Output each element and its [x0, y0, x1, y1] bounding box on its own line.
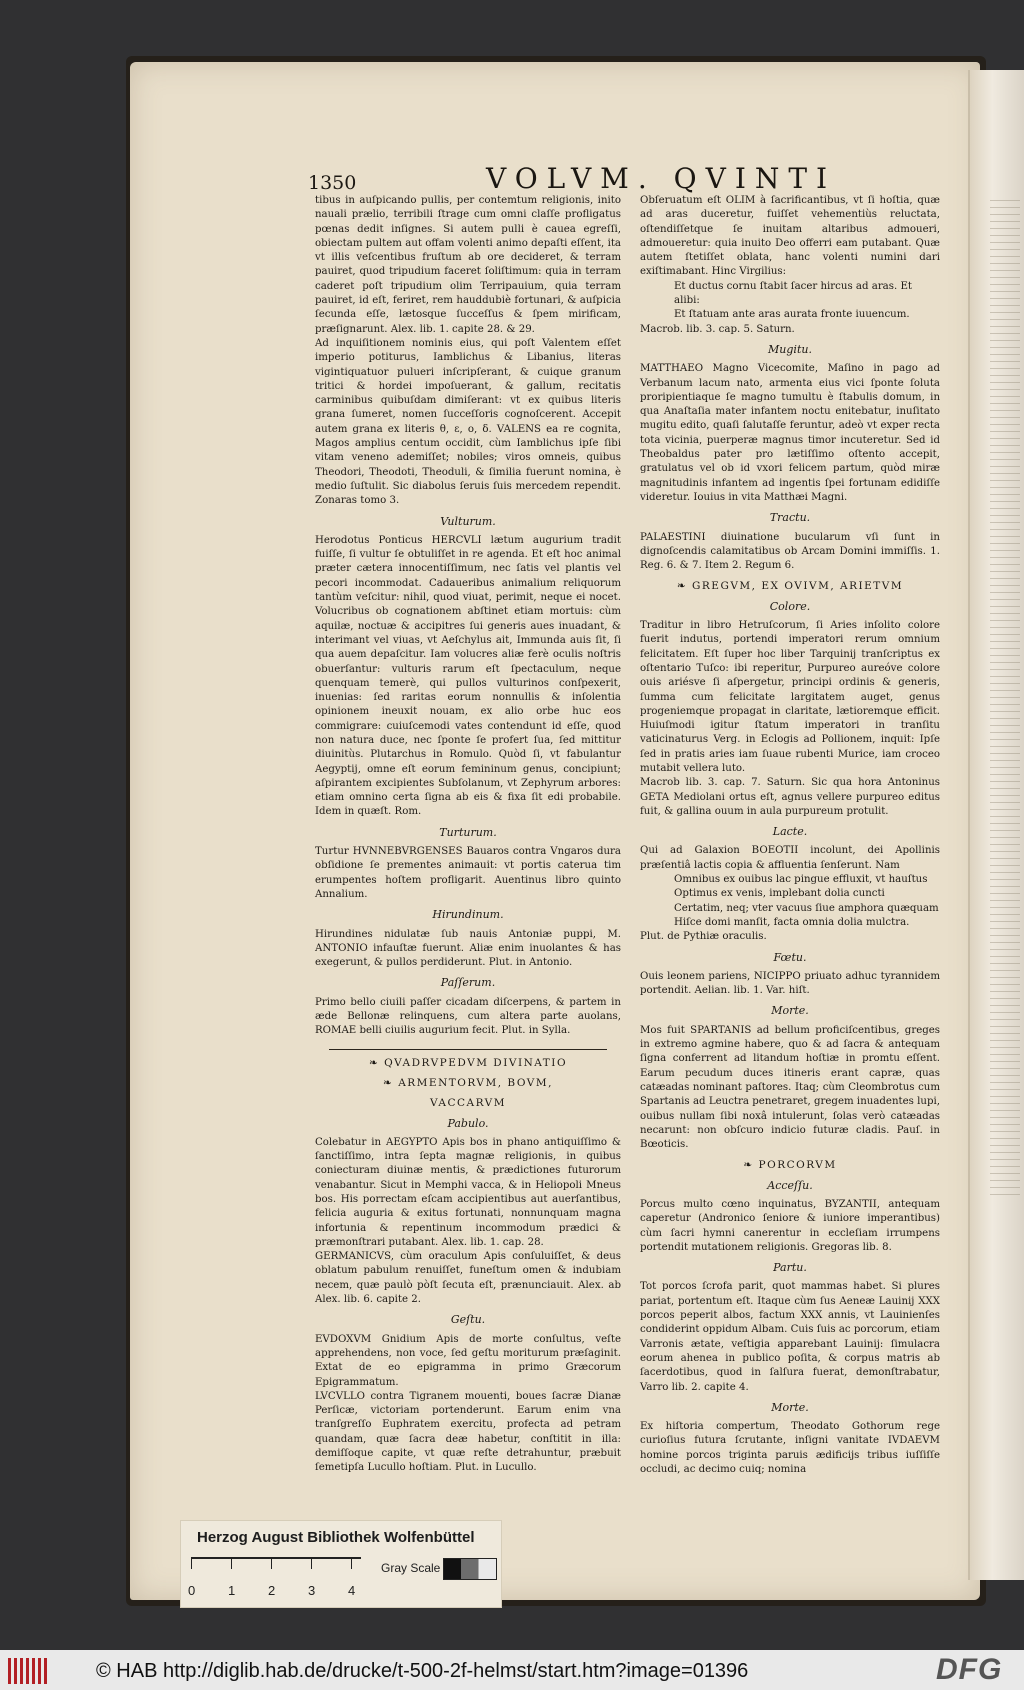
- paragraph: Qui ad Galaxion BOEOTII incolunt, dei Apollinis præſentiâ lactis copia & affluentia ſenſerunt. Nam: [640, 845, 940, 871]
- fleuron-icon: ❧: [383, 1076, 399, 1089]
- section-heading: Lacte.: [772, 825, 808, 839]
- fleuron-icon: ❧: [743, 1159, 759, 1172]
- verse-line: Hiſce domi manſit, facta omnia dolia mulctra.: [674, 916, 910, 928]
- ruler-tick: [311, 1559, 312, 1569]
- paragraph: PALAESTINI diuinatione bucularum vſi ſunt in dignoſcendis calamitatibus ob Arcam Domini immiſſis. 1. Reg. 6. & 7. Item 2. Regum 6.: [640, 531, 940, 572]
- section-heading: Mugitu.: [768, 342, 812, 356]
- dfg-logo: DFG: [936, 1653, 1003, 1686]
- divider: [329, 1049, 607, 1050]
- footer-url[interactable]: © HAB http://diglib.hab.de/drucke/t-500-2f-helmst/start.htm?image=01396: [96, 1660, 749, 1682]
- ruler-tick: [231, 1559, 232, 1569]
- section-heading: Hirundinum.: [432, 908, 504, 922]
- section-heading: Turturum.: [439, 825, 497, 839]
- section-heading: Acceſſu.: [767, 1178, 813, 1192]
- paragraph: Tot porcos ſcrofa parit, quot mammas habet. Si plures pariat, portentum eſt. Itaque cùm ſus Aeneæ Lauinij XXX porcos peperit albos, factum XXX annis, vt Lauinienſes condiderint oppidum Albam. Cuis ſuis ac porcorum, etiam Varronis ætate, veſtigia apparebant Lauinij: ſimulacra eorum ahenea in publico poſita, & corpus matris ab ſacerdotibus, quod in ſalſura fuerat, demonſtrabatur, Varro lib. 2. capite 4.: [640, 1281, 940, 1393]
- section-heading: Geſtu.: [450, 1313, 486, 1327]
- paragraph: Porcus multo cœno inquinatus, BYZANTII, antequam caperetur (Andronico ſeniore & iuniore imperantibus) cùm ſacri hymni canerentur in eccleſiam irrumpens portendit mutationem religionis. Gregoras lib. 8.: [640, 1199, 940, 1253]
- citation: Macrob. lib. 3. cap. 5. Saturn.: [640, 323, 795, 335]
- chapter-heading: ❧ QVADRVPEDVM DIVINATIO: [368, 1056, 568, 1069]
- gray-scale-swatch: [443, 1558, 497, 1580]
- subsection-heading-cont: VACCARVM: [430, 1097, 506, 1110]
- citation: Plut. de Pythiæ oraculis.: [640, 931, 767, 943]
- paragraph: Ouis leonem pariens, NICIPPO priuato adhuc tyrannidem portendit. Aelian. lib. 1. Var. hiſt.: [640, 970, 940, 997]
- section-heading: Colore.: [769, 599, 811, 613]
- paragraph: Ex hiſtoria compertum, Theodato Gothorum rege curioſius futura ſcrutante, inſigni vanitate IVDAEVM homine porcos triginta paruis ædificijs tribus iuſſiſſe occludi, ac decimo cuiq; nomina: [640, 1421, 940, 1476]
- right-column: [640, 194, 940, 1477]
- section-heading: Morte.: [771, 1400, 809, 1414]
- section-heading: Morte.: [771, 1004, 809, 1018]
- card-title: Herzog August Bibliothek Wolfenbüttel: [197, 1529, 475, 1546]
- section-heading: Pabulo.: [447, 1116, 489, 1130]
- fleuron-icon: ❧: [368, 1056, 385, 1069]
- paragraph: Traditur in libro Hetruſcorum, ſi Aries inſolito colore fuerit indutus, portendi imperatori rerum omnium felicitatem. Eſt ſuper hoc liber Tarquinij tranſcriptus ex oſtentario Tuſco: ibi reperitur, Purpureo aureóve colore ouis ariésve ſi aſpergetur, principi ordinis & generis, ſumma cum felicitate largitatem auget, genus progeniemque propagat in claritate, lætioremque efficit. Huiuſmodi igitur ſtatum imperatori in tranſitu vaticinaturus Verg. in Eclogis ad Pollionem, inquit: Ipſe ſed in pratis aries iam ſuaue rubenti Murice, iam croceo mutabit vellera luto.: [640, 620, 940, 774]
- paragraph: Obſeruatum eſt OLIM à ſacrificantibus, vt ſi hoſtia, quæ ad aras duceretur, fuiſſet vehementiùs reluctata, oſtendiſſetque ſe inuitam altaribus admoueri, admoueretur: quia inuito Deo offerri eam putabant. Quæ autem ſtetiſſet oblata, hanc volenti numini dari exiſtimabant. Hinc Virgilius:: [640, 195, 940, 278]
- paragraph: EVDOXVM Gnidium Apis de morte conſultus, veſte apprehendens, non voce, ſed geſtu moriturum præſaginit. Extat de eo epigramma in primo Græcorum Epigrammatum.: [315, 1333, 621, 1388]
- ruler-number: 0: [188, 1583, 196, 1598]
- paragraph: LVCVLLO contra Tigranem mouenti, boues ſacræ Dianæ Perſicæ, victoriam portenderunt. Earum enim vna tranſgreſſo Euphratem exercitu, profecta ad petram quandam, quæ ſacra deæ habetur, conſtitit in illa: demiſſoque capite, vt quæ reſte detrahuntur, præbuit ſemetipſa Lucullo hoſtiam. Plut. in Lucullo.: [315, 1390, 621, 1474]
- section-heading: Paſſerum.: [440, 976, 496, 990]
- ruler-number: 2: [268, 1583, 276, 1598]
- ruler-number: 1: [228, 1583, 236, 1598]
- ruler-tick: [351, 1559, 352, 1569]
- subsection-heading: ❧ GREGVM, EX OVIVM, ARIETVM: [676, 580, 904, 593]
- scale-ruler: [188, 1557, 361, 1598]
- paragraph: GERMANICVS, cùm oraculum Apis conſuluiſſet, & deus oblatum pabulum renuiſſet, funeſtum omen & indubiam necem, quæ paulò pòſt ſecuta eſt, prænunciauit. Alex. ab Alex. lib. 6. capite 2.: [315, 1251, 621, 1306]
- hab-logo-icon: [8, 1658, 48, 1684]
- page-number: 1350: [308, 172, 357, 194]
- paragraph: Mos fuit SPARTANIS ad bellum proficiſcentibus, greges in extremo agmine habere, quo & ad ſacra & antequam ſigna conferrent ad litandum hoſtiæ in promtu eſſent. Earum pecudum duces itineris erant capræ, quas catæadas nominant paſtores. Itaq; cùm Cleombrotus cum Spartanis ad Leuctra penetraret, gregem inuadentes lupi, ouibus nullam ſibi noxâ intulerunt, ſolas verò catæadas necarunt: non obſcuro indicio futuræ cladis. Pauſ. in Bœoticis.: [640, 1024, 940, 1151]
- paragraph: MATTHAEO Magno Vicecomite, Maſino in pago ad Verbanum lacum nato, armenta eius vici ſponte ſoluta proripientiaque ſe magno tumultu è ſtabulis domum, in qua Anaſtaſia mater infantem noctu enitebatur, inuſitato mugitu edito, quaſi ſalutaſſe feruntur, adeò vt exper recta tota vicinia, puerperæ magnus timor incuteretur. Sed id Theobaldus pater pro lætiſſimo oſtento accepit, gratulatus vel ob id vxori felicem partum, quòd miræ magnitudinis infantem ad ingentis ſpei fortunam edidiſſe videretur. Iouius in vita Matthæi Magni.: [640, 363, 940, 503]
- color-reference-card: [180, 1520, 502, 1608]
- left-column: [315, 194, 621, 1476]
- ruler-tick: [271, 1559, 272, 1569]
- ruler-tick: [191, 1559, 192, 1569]
- paragraph: tibus in auſpicando pullis, per contemtum religionis, inito nauali prælio, terribili ſtrage cum omni claſſe profligatus pœnas dedit inſignes. Si autem pulli è cauea egreſſi, obiectam pultem aut offam volenti animo depaſti eſſent, ita vt illis veſcentibus fruſtum ab ore decideret, & terram pauiret, quod tripudium faceret ſoliſtimum: quia in terram caderet poſt tripudium olim Terripauium, quia terram pauiret, id eſt, feriret, rem hauddubiè fortunari, & auſpicia ſecunda eſſe, lætosque ſucceſſus & ſpem mirificam, præſignarunt. Alex. lib. 1. capite 28. & 29.: [315, 195, 621, 335]
- verse-line: Omnibus ex ouibus lac pingue effluxit, vt hauſtus: [674, 874, 928, 886]
- paragraph: Primo bello ciuili paſſer cicadam diſcerpens, & partem in æde Bellonæ relinquens, cum altera parte auolans, ROMAE belli ciuilis augurium fecit. Plut. in Sylla.: [315, 996, 621, 1037]
- facing-page-text-bleed: [990, 200, 1020, 1200]
- subsection-heading: ❧ PORCORVM: [743, 1159, 837, 1172]
- footer-bar: [0, 1650, 1024, 1690]
- paragraph: Colebatur in AEGYPTO Apis bos in phano antiquiſſimo & ſanctiſſimo, intra ſepta magnæ religionis, in quibus coniecturam diuinæ mentis, & prædictiones futurorum venabantur. Sicut in Memphi vacca, & in Heliopoli Mneus bos. His porrectam eſcam accipientibus aut auerſantibus, felicia auguria & exitus fortunati, nonnunquam magna infortunia & repentinum incommodum prædici & præmonſtrari putabant. Alex. lib. 1. cap. 28.: [315, 1136, 621, 1248]
- verse-line: Optimus ex venis, implebant dolia cuncti: [674, 888, 885, 900]
- verse-line: Certatim, neq; vter vacuus ſiue amphora quæquam: [674, 902, 939, 914]
- gray-scale-label: Gray Scale: [381, 1561, 441, 1575]
- paragraph: Turtur HVNNEBVRGENSES Bauaros contra Vngaros dura obſidione ſe prementes animauit: vt portis caterua tim erumpentes hoſtem profligarit. Auentinus libro quinto Annalium.: [315, 846, 621, 900]
- section-heading: Tractu.: [769, 511, 811, 525]
- section-heading: Vulturum.: [440, 514, 496, 528]
- verse-line: Et ductus cornu ſtabit ſacer hircus ad aras. Et alibi:: [674, 280, 912, 307]
- ruler-number: 4: [348, 1583, 356, 1598]
- section-heading: Partu.: [773, 1261, 807, 1275]
- ruler-number: 3: [308, 1583, 316, 1598]
- paragraph: Ad inquiſitionem nominis eius, qui poſt Valentem eſſet imperio potiturus, Iamblichus & Libanius, literas vigintiquatuor pulueri inſcripſerant, & cuique granum tritici & hordei impoſuerant, & gallum, recitatis carminibus quibuſdam dimiſerant: vt ex quibus literis grana ſumeret, nomen ſucceſſoris cognoſcerent. Accepit autem grana ex literis θ, ε, ο, δ. VALENS ea re cognita, Magos amplius centum occidit, cùm Iamblichus ipſe ſibi vitam veneno ademiſſet; nobiles; viros omneis, quibus Theodori, Theodoti, Theoduli, & ſimilia fuerunt nomina, è medio ſuſtulit. Sic diabolus ſeruis ſuis mercedem rependit. Zonaras tomo 3.: [315, 337, 621, 507]
- paragraph: Hirundines nidulatæ ſub nauis Antoniæ puppi, M. ANTONIO infauſtæ fuerunt. Aliæ enim inuolantes & has exegerunt, & pullos perdiderunt. Plut. in Antonio.: [315, 928, 621, 969]
- section-heading: Fœtu.: [773, 950, 807, 964]
- fleuron-icon: ❧: [676, 580, 692, 593]
- paragraph: Macrob lib. 3. cap. 7. Saturn. Sic qua hora Antoninus GETA Mediolani ortus eſt, agnus vellere purpureo editus fuit, & gallina ouum in aula purpureum protulit.: [640, 777, 940, 817]
- paragraph: Herodotus Ponticus HERCVLI lætum augurium tradit fuiſſe, ſi vultur ſe obtuliſſet in re agenda. Et eſt hoc animal præter cætera innocentiſſimum, nec ſatis vel plantis vel pecori incommodat. Cadaueribus animalium reliquorum tantùm veſcitur: nihil, quod viuat, perimit, neque ei nocet. Volucribus ob cognationem abſtinet etiam mortuis: cùm aquilæ, noctuæ & accipitres ſui generis aues inuadant, & interimant vel viuas, vt Aeſchylus ait, Immunda auis ſit, ſi qua auem depaſcitur. Iam volucres aliæ ferè oculis noſtris obuerſantur: vulturis rarum eſt ſpectaculum, neque quenquam temerè, qui pullos vulturinos conſpexerit, inuenias: ſed raritas eorum nonnullis & inſolentia opinionem ineuxit nouam, ex alio orbe huc eos commigrare: cuiuſcemodi vates contendunt id eſſe, quod non natura duce, nec ſponte ſe profert ſua, ſed mittitur diuinitùs. Plutarchus in Romulo. Quòd ſi, vt fabulantur Aegyptij, omne eſt eorum femininum genus, concipiunt; aſpirantem excipientes Subſolanum, vt Zephyrum arbores: etiam omnino certa ſigna ab eis & fixa ſit edi probabile. Idem in quæſt. Rom.: [315, 534, 621, 818]
- subsection-heading: ❧ ARMENTORVM, BOVM,: [383, 1076, 553, 1089]
- running-title: VOLVM. QVINTI: [486, 162, 837, 195]
- verse-line: Et ſtatuam ante aras aurata fronte iuuencum.: [674, 309, 910, 321]
